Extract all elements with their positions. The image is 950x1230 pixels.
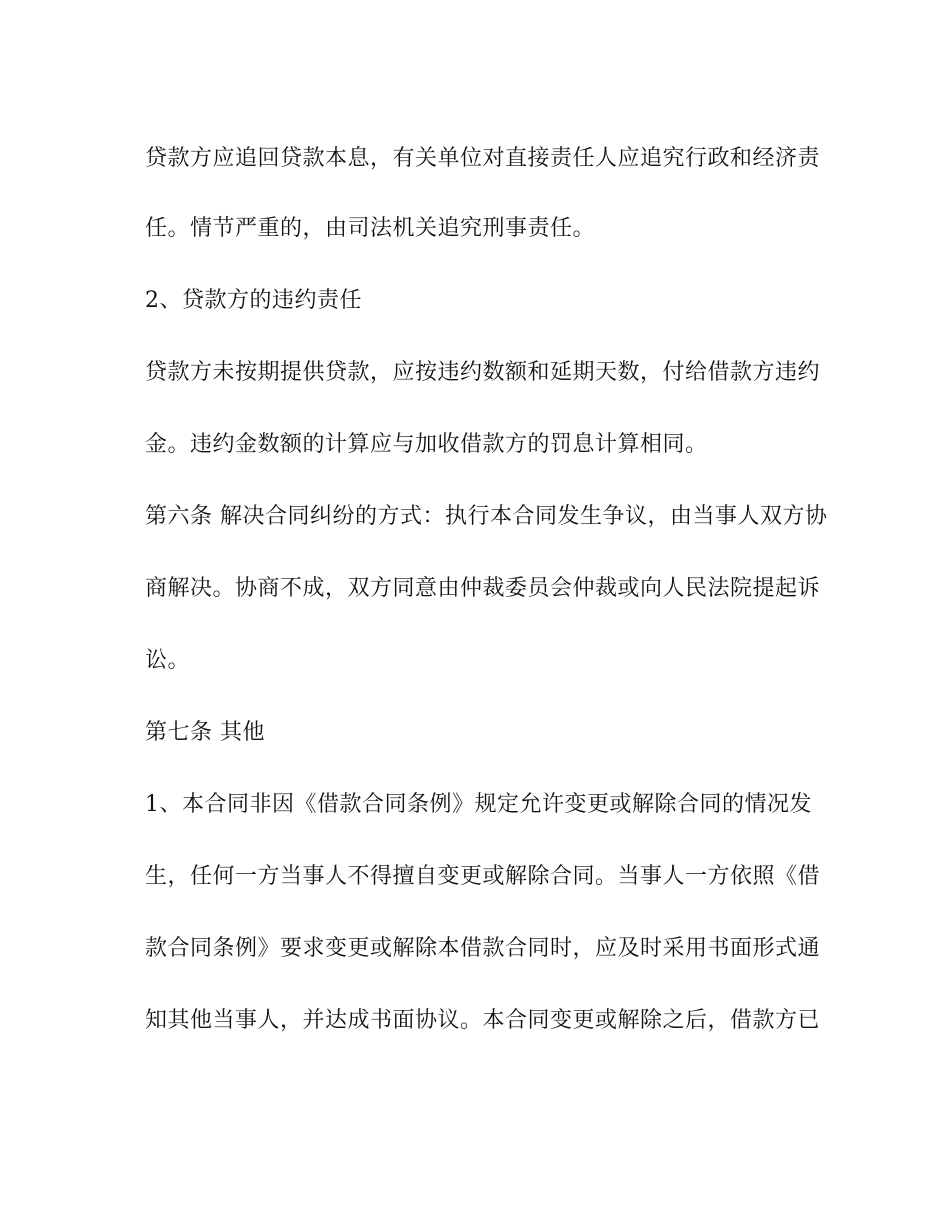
clause-1-line-1: 1、本合同非因《借款合同条例》规定允许变更或解除合同的情况发 — [145, 792, 812, 817]
section-heading-2: 2、贷款方的违约责任 — [145, 288, 362, 313]
clause-1-line-2: 生，任何一方当事人不得擅自变更或解除合同。当事人一方依照《借 — [145, 864, 821, 889]
clause-1-line-3: 款合同条例》要求变更或解除本借款合同时，应及时采用书面形式通 — [145, 936, 821, 961]
article-six-line-3: 讼。 — [145, 648, 191, 673]
article-seven-heading: 第七条 其他 — [145, 720, 265, 745]
paragraph-line-5: 金。违约金数额的计算应与加收借款方的罚息计算相同。 — [145, 432, 708, 457]
article-six-line-1: 第六条 解决合同纠纷的方式：执行本合同发生争议，由当事人双方协 — [145, 504, 828, 529]
paragraph-line-4: 贷款方未按期提供贷款，应按违约数额和延期天数，付给借款方违约 — [145, 360, 821, 385]
clause-1-line-4: 知其他当事人，并达成书面协议。本合同变更或解除之后，借款方已 — [145, 1008, 821, 1033]
paragraph-line-2: 任。情节严重的，由司法机关追究刑事责任。 — [145, 216, 596, 241]
paragraph-line-1: 贷款方应追回贷款本息，有关单位对直接责任人应追究行政和经济责 — [145, 146, 821, 171]
article-six-line-2: 商解决。协商不成，双方同意由仲裁委员会仲裁或向人民法院提起诉 — [145, 576, 821, 601]
